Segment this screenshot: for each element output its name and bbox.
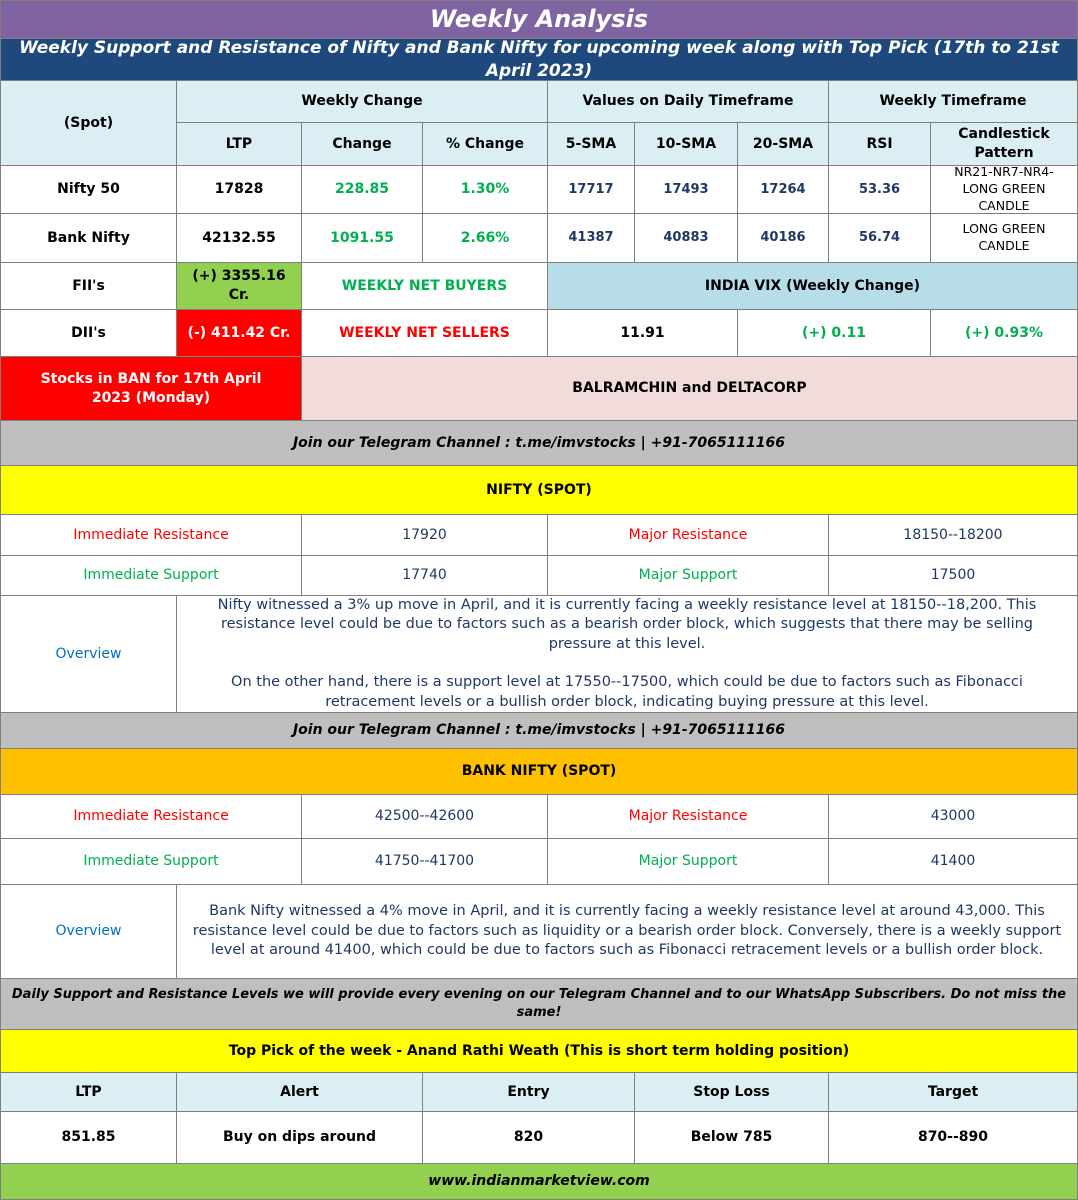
top-pick-alert: Buy on dips around <box>177 1112 423 1164</box>
banknifty-section-title: BANK NIFTY (SPOT) <box>0 749 1078 795</box>
row-label-banknifty: Bank Nifty <box>0 214 177 263</box>
banknifty-overview-label: Overview <box>0 885 177 979</box>
nifty50-sma5: 17717 <box>548 166 635 214</box>
top-pick-header-alert: Alert <box>177 1073 423 1112</box>
telegram-banner-2: Join our Telegram Channel : t.me/imvstocks | +91-7065111166 <box>0 713 1078 749</box>
column-header-candlestick: Candlestick Pattern <box>931 123 1078 166</box>
banknifty-major-resistance: 43000 <box>829 795 1078 839</box>
india-vix-header: INDIA VIX (Weekly Change) <box>548 263 1078 310</box>
india-vix-pct-change: (+) 0.93% <box>931 310 1078 357</box>
telegram-banner: Join our Telegram Channel : t.me/imvstocks | +91-7065111166 <box>0 421 1078 466</box>
column-header-sma10: 10-SMA <box>635 123 738 166</box>
nifty-section-title: NIFTY (SPOT) <box>0 466 1078 515</box>
banknifty-rsi: 56.74 <box>829 214 931 263</box>
banknifty-overview-text: Bank Nifty witnessed a 4% move in April, and it is currently facing a weekly resistance level at around 43,000. This resistance level could be due to factors such as liquidity or a bearish order block. Conversely, there is a weekly support level at around 41400, which could be due to factors such as Fibonacci retracement levels or a bullish order block. <box>192 903 1062 959</box>
banknifty-immediate-support-label: Immediate Support <box>0 839 302 885</box>
nifty-overview-paragraph-2: On the other hand, there is a support level at 17550--17500, which could be due to factors such as Fibonacci retracement levels or a bullish order block, indicating buying pressure at this level. <box>231 674 1023 710</box>
top-pick-target: 870--890 <box>829 1112 1078 1164</box>
banknifty-overview <box>177 885 1078 979</box>
column-header-change: Change <box>302 123 423 166</box>
banknifty-major-support-label: Major Support <box>548 839 829 885</box>
weekly-timeframe-header: Weekly Timeframe <box>829 81 1078 123</box>
banknifty-immediate-resistance: 42500--42600 <box>302 795 548 839</box>
ban-stocks: BALRAMCHIN and DELTACORP <box>302 357 1078 421</box>
top-pick-header-ltp: LTP <box>0 1073 177 1112</box>
column-header-rsi: RSI <box>829 123 931 166</box>
weekly-change-header: Weekly Change <box>177 81 548 123</box>
page-title: Weekly Analysis <box>0 0 1078 39</box>
fii-status: WEEKLY NET BUYERS <box>302 263 548 310</box>
column-header-sma5: 5-SMA <box>548 123 635 166</box>
banknifty-ltp: 42132.55 <box>177 214 302 263</box>
banknifty-major-resistance-label: Major Resistance <box>548 795 829 839</box>
daily-levels-note: Daily Support and Resistance Levels we will provide every evening on our Telegram Channel and to our WhatsApp Subscribers. Do not miss the same! <box>0 979 1078 1030</box>
top-pick-header-stop-loss: Stop Loss <box>635 1073 829 1112</box>
footer-website: www.indianmarketview.com <box>0 1164 1078 1200</box>
banknifty-sma10: 40883 <box>635 214 738 263</box>
nifty50-ltp: 17828 <box>177 166 302 214</box>
nifty-immediate-resistance: 17920 <box>302 515 548 556</box>
nifty-overview-paragraph-1: Nifty witnessed a 3% up move in April, and it is currently facing a weekly resistance level at 18150--18,200. This resistance level could be due to factors such as a bearish order block, which suggests that there may be selling pressure at this level. <box>217 596 1037 652</box>
fii-label: FII's <box>0 263 177 310</box>
nifty-overview <box>177 596 1078 713</box>
fii-value: (+) 3355.16 Cr. <box>177 263 302 310</box>
ban-label: Stocks in BAN for 17th April 2023 (Monday) <box>0 357 302 421</box>
banknifty-sma5: 41387 <box>548 214 635 263</box>
column-header-pct-change: % Change <box>423 123 548 166</box>
top-pick-header-target: Target <box>829 1073 1078 1112</box>
nifty50-change: 228.85 <box>302 166 423 214</box>
banknifty-pct-change: 2.66% <box>423 214 548 263</box>
nifty50-candlestick-pattern: NR21-NR7-NR4-LONG GREEN CANDLE <box>931 166 1078 214</box>
top-pick-ltp: 851.85 <box>0 1112 177 1164</box>
dii-status: WEEKLY NET SELLERS <box>302 310 548 357</box>
dii-label: DII's <box>0 310 177 357</box>
dii-value: (-) 411.42 Cr. <box>177 310 302 357</box>
banknifty-immediate-resistance-label: Immediate Resistance <box>0 795 302 839</box>
nifty-major-resistance: 18150--18200 <box>829 515 1078 556</box>
nifty50-sma20: 17264 <box>738 166 829 214</box>
nifty-major-support-label: Major Support <box>548 556 829 596</box>
india-vix-value: 11.91 <box>548 310 738 357</box>
top-pick-header-entry: Entry <box>423 1073 635 1112</box>
banknifty-change: 1091.55 <box>302 214 423 263</box>
banknifty-candlestick-pattern: LONG GREEN CANDLE <box>931 214 1078 263</box>
column-header-ltp: LTP <box>177 123 302 166</box>
daily-values-header: Values on Daily Timeframe <box>548 81 829 123</box>
nifty-immediate-support-label: Immediate Support <box>0 556 302 596</box>
banknifty-sma20: 40186 <box>738 214 829 263</box>
row-label-nifty50: Nifty 50 <box>0 166 177 214</box>
india-vix-change: (+) 0.11 <box>738 310 931 357</box>
nifty-major-resistance-label: Major Resistance <box>548 515 829 556</box>
nifty-immediate-support: 17740 <box>302 556 548 596</box>
nifty-immediate-resistance-label: Immediate Resistance <box>0 515 302 556</box>
top-pick-title: Top Pick of the week - Anand Rathi Weath (This is short term holding position) <box>0 1030 1078 1073</box>
spot-header: (Spot) <box>0 81 177 166</box>
column-header-sma20: 20-SMA <box>738 123 829 166</box>
top-pick-entry: 820 <box>423 1112 635 1164</box>
banknifty-major-support: 41400 <box>829 839 1078 885</box>
page-subtitle: Weekly Support and Resistance of Nifty and Bank Nifty for upcoming week along with Top Pick (17th to 21st April 2023) <box>0 39 1078 81</box>
nifty-overview-label: Overview <box>0 596 177 713</box>
nifty50-rsi: 53.36 <box>829 166 931 214</box>
banknifty-immediate-support: 41750--41700 <box>302 839 548 885</box>
nifty-major-support: 17500 <box>829 556 1078 596</box>
top-pick-stop-loss: Below 785 <box>635 1112 829 1164</box>
nifty50-sma10: 17493 <box>635 166 738 214</box>
nifty50-pct-change: 1.30% <box>423 166 548 214</box>
